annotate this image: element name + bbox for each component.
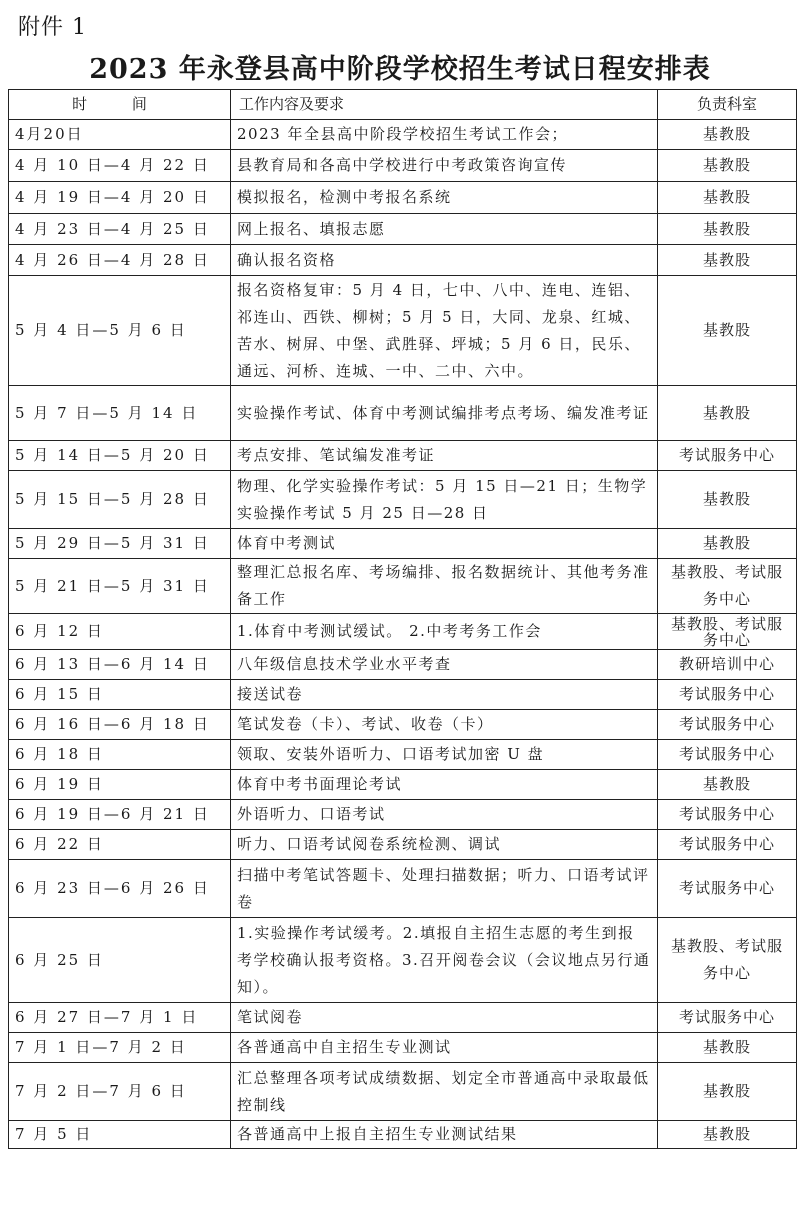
row-task: 领取、安装外语听力、口语考试加密 U 盘 <box>231 740 658 770</box>
row-time: 4 月 19 日—4 月 20 日 <box>9 182 231 214</box>
row-dept: 基教股 <box>658 1063 797 1121</box>
table-row <box>9 529 797 559</box>
row-time: 6 月 25 日 <box>9 918 231 1003</box>
row-dept: 基教股 <box>658 471 797 529</box>
row-task: 外语听力、口语考试 <box>231 800 658 830</box>
table-row <box>9 860 797 918</box>
header-time: 时 间 <box>9 90 231 120</box>
table-row <box>9 245 797 276</box>
row-task: 2023 年全县高中阶段学校招生考试工作会； <box>231 120 658 150</box>
table-row <box>9 918 797 1003</box>
row-time: 6 月 22 日 <box>9 830 231 860</box>
row-task: 八年级信息技术学业水平考查 <box>231 650 658 680</box>
row-task: 汇总整理各项考试成绩数据、划定全市普通高中录取最低控制线 <box>231 1063 658 1121</box>
row-time: 4月20日 <box>9 120 231 150</box>
row-time: 7 月 5 日 <box>9 1121 231 1149</box>
table-row <box>9 1033 797 1063</box>
row-time: 4 月 10 日—4 月 22 日 <box>9 150 231 182</box>
row-dept: 基教股 <box>658 214 797 245</box>
row-task: 扫描中考笔试答题卡、处理扫描数据；听力、口语考试评卷 <box>231 860 658 918</box>
header-dept: 负责科室 <box>658 90 797 120</box>
row-time: 6 月 15 日 <box>9 680 231 710</box>
table-row <box>9 710 797 740</box>
table-row <box>9 471 797 529</box>
row-task: 笔试阅卷 <box>231 1003 658 1033</box>
table-row <box>9 770 797 800</box>
row-dept: 基教股 <box>658 182 797 214</box>
row-dept: 考试服务中心 <box>658 740 797 770</box>
row-task: 报名资格复审：5 月 4 日，七中、八中、连电、连铝、祁连山、西铁、柳树；5 月 5 日，大同、龙泉、红城、苦水、树屏、中堡、武胜驿、坪城；5 月 6 日，民乐、通远、河桥、连城、一中、二中、六中。 <box>231 276 658 386</box>
row-time: 5 月 21 日—5 月 31 日 <box>9 559 231 614</box>
row-dept: 基教股 <box>658 120 797 150</box>
row-dept: 基教股 <box>658 245 797 276</box>
row-time: 5 月 15 日—5 月 28 日 <box>9 471 231 529</box>
row-task: 体育中考书面理论考试 <box>231 770 658 800</box>
table-row <box>9 276 797 386</box>
row-task: 县教育局和各高中学校进行中考政策咨询宣传 <box>231 150 658 182</box>
row-task: 体育中考测试 <box>231 529 658 559</box>
row-task: 1.实验操作考试缓考。2.填报自主招生志愿的考生到报考学校确认报考资格。3.召开阅卷会议（会议地点另行通知）。 <box>231 918 658 1003</box>
row-time: 5 月 4 日—5 月 6 日 <box>9 276 231 386</box>
row-task: 网上报名、填报志愿 <box>231 214 658 245</box>
row-dept: 考试服务中心 <box>658 1003 797 1033</box>
row-time: 6 月 19 日—6 月 21 日 <box>9 800 231 830</box>
row-task: 模拟报名，检测中考报名系统 <box>231 182 658 214</box>
row-time: 6 月 27 日—7 月 1 日 <box>9 1003 231 1033</box>
header-task: 工作内容及要求 <box>231 90 658 120</box>
row-time: 6 月 13 日—6 月 14 日 <box>9 650 231 680</box>
table-row <box>9 800 797 830</box>
row-time: 7 月 2 日—7 月 6 日 <box>9 1063 231 1121</box>
row-dept: 基教股 <box>658 386 797 441</box>
row-task: 1.体育中考测试缓试。 2.中考考务工作会 <box>231 614 658 650</box>
row-time: 6 月 16 日—6 月 18 日 <box>9 710 231 740</box>
row-task: 接送试卷 <box>231 680 658 710</box>
attachment-label: 附件 1 <box>18 15 87 40</box>
table-row <box>9 740 797 770</box>
row-task: 听力、口语考试阅卷系统检测、调试 <box>231 830 658 860</box>
table-row <box>9 120 797 150</box>
table-row <box>9 214 797 245</box>
row-time: 6 月 23 日—6 月 26 日 <box>9 860 231 918</box>
row-time: 4 月 26 日—4 月 28 日 <box>9 245 231 276</box>
row-dept: 基教股 <box>658 1033 797 1063</box>
row-dept: 考试服务中心 <box>658 710 797 740</box>
table-row <box>9 441 797 471</box>
table-row <box>9 559 797 614</box>
schedule-table <box>8 89 797 1149</box>
table-header-row <box>9 90 797 120</box>
table-row <box>9 150 797 182</box>
row-dept: 基教股、考试服务中心 <box>658 614 797 650</box>
row-task: 各普通高中自主招生专业测试 <box>231 1033 658 1063</box>
row-dept: 考试服务中心 <box>658 441 797 471</box>
row-dept: 基教股 <box>658 1121 797 1149</box>
row-time: 6 月 19 日 <box>9 770 231 800</box>
row-task: 整理汇总报名库、考场编排、报名数据统计、其他考务准备工作 <box>231 559 658 614</box>
row-time: 4 月 23 日—4 月 25 日 <box>9 214 231 245</box>
row-dept: 基教股 <box>658 770 797 800</box>
row-dept: 基教股、考试服务中心 <box>658 918 797 1003</box>
row-time: 5 月 14 日—5 月 20 日 <box>9 441 231 471</box>
table-row <box>9 1003 797 1033</box>
document-title: 2023 年永登县高中阶段学校招生考试日程安排表 <box>89 54 711 85</box>
table-row <box>9 650 797 680</box>
row-dept: 基教股 <box>658 529 797 559</box>
row-dept: 基教股 <box>658 150 797 182</box>
table-row <box>9 1063 797 1121</box>
table-row <box>9 182 797 214</box>
row-dept: 基教股 <box>658 276 797 386</box>
row-dept: 考试服务中心 <box>658 830 797 860</box>
row-time: 6 月 12 日 <box>9 614 231 650</box>
table-row <box>9 614 797 650</box>
row-time: 5 月 29 日—5 月 31 日 <box>9 529 231 559</box>
row-dept: 考试服务中心 <box>658 800 797 830</box>
row-time: 6 月 18 日 <box>9 740 231 770</box>
row-time: 7 月 1 日—7 月 2 日 <box>9 1033 231 1063</box>
table-row <box>9 1121 797 1149</box>
row-dept: 考试服务中心 <box>658 860 797 918</box>
table-row <box>9 680 797 710</box>
row-task: 各普通高中上报自主招生专业测试结果 <box>231 1121 658 1149</box>
table-row <box>9 830 797 860</box>
row-task: 实验操作考试、体育中考测试编排考点考场、编发准考证 <box>231 386 658 441</box>
row-task: 考点安排、笔试编发准考证 <box>231 441 658 471</box>
row-task: 笔试发卷（卡）、考试、收卷（卡） <box>231 710 658 740</box>
row-dept: 考试服务中心 <box>658 680 797 710</box>
row-task: 确认报名资格 <box>231 245 658 276</box>
table-row <box>9 386 797 441</box>
row-dept: 教研培训中心 <box>658 650 797 680</box>
row-task: 物理、化学实验操作考试：5 月 15 日—21 日；生物学实验操作考试 5 月 25 日—28 日 <box>231 471 658 529</box>
row-dept: 基教股、考试服务中心 <box>658 559 797 614</box>
row-time: 5 月 7 日—5 月 14 日 <box>9 386 231 441</box>
